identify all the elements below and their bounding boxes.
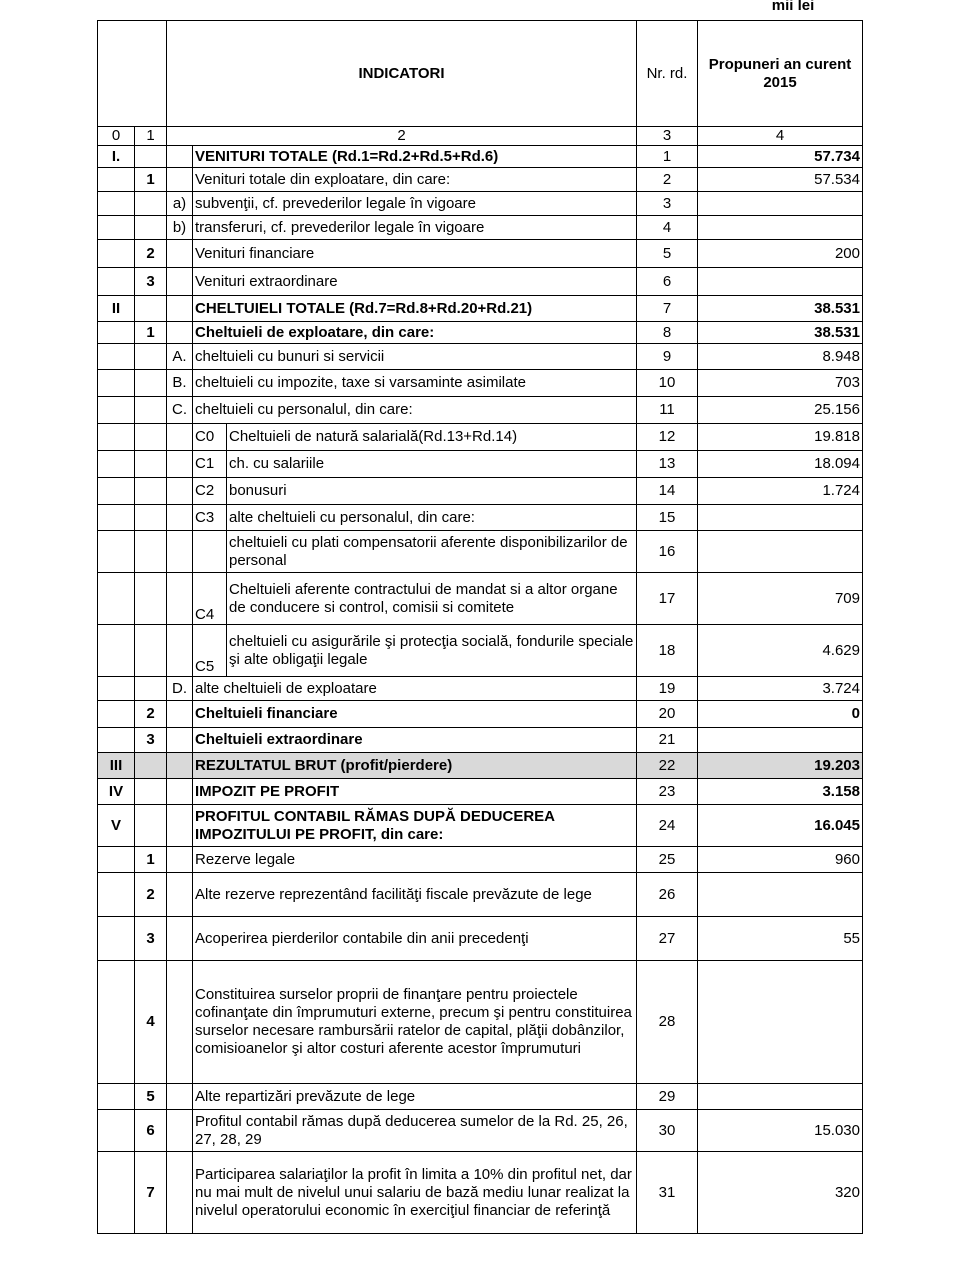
section-index: 6 <box>135 1110 167 1152</box>
value-cell: 18.094 <box>698 451 863 478</box>
value-cell: 19.818 <box>698 424 863 451</box>
row-number: 3 <box>637 192 698 216</box>
table-row <box>98 847 863 873</box>
sub-index <box>167 805 193 847</box>
code-cell: C5 <box>193 625 227 677</box>
value-cell: 200 <box>698 240 863 268</box>
table-row <box>98 573 863 625</box>
row-number: 8 <box>637 322 698 344</box>
table-row <box>98 146 863 168</box>
table-row <box>98 192 863 216</box>
value-cell <box>698 192 863 216</box>
header-propuneri: Propuneri an curent 2015 <box>698 21 863 127</box>
roman-index <box>98 397 135 424</box>
indicator-text: cheltuieli cu personalul, din care: <box>193 397 637 424</box>
section-index <box>135 478 167 505</box>
section-index: 5 <box>135 1084 167 1110</box>
sub-index <box>167 1152 193 1234</box>
header-nr-rd: Nr. rd. <box>637 21 698 127</box>
value-cell: 709 <box>698 573 863 625</box>
roman-index <box>98 424 135 451</box>
indicator-text: VENITURI TOTALE (Rd.1=Rd.2+Rd.5+Rd.6) <box>193 146 637 168</box>
sub-index <box>167 268 193 296</box>
table-row <box>98 1152 863 1234</box>
roman-index <box>98 168 135 192</box>
row-number: 21 <box>637 728 698 753</box>
row-number: 16 <box>637 531 698 573</box>
indicator-text: IMPOZIT PE PROFIT <box>193 779 637 805</box>
index-row <box>98 127 863 146</box>
value-cell <box>698 268 863 296</box>
row-number: 5 <box>637 240 698 268</box>
table-row <box>98 531 863 573</box>
row-number: 15 <box>637 505 698 531</box>
indicator-text: Cheltuieli aferente contractului de mandat si a altor organe de conducere si control, comisii si comitete <box>227 573 637 625</box>
table-row <box>98 677 863 701</box>
indicator-text: Profitul contabil rămas după deducerea sumelor de la Rd. 25, 26, 27, 28, 29 <box>193 1110 637 1152</box>
section-index <box>135 424 167 451</box>
roman-index <box>98 917 135 961</box>
table-row <box>98 344 863 370</box>
section-index <box>135 677 167 701</box>
section-index: 3 <box>135 268 167 296</box>
table-row <box>98 322 863 344</box>
table-row <box>98 240 863 268</box>
indicator-text: cheltuieli cu plati compensatorii aferente disponibilizarilor de personal <box>227 531 637 573</box>
row-number: 18 <box>637 625 698 677</box>
roman-index: II <box>98 296 135 322</box>
sub-index <box>167 240 193 268</box>
roman-index <box>98 216 135 240</box>
row-number: 17 <box>637 573 698 625</box>
roman-index <box>98 701 135 728</box>
row-number: 30 <box>637 1110 698 1152</box>
roman-index <box>98 322 135 344</box>
roman-index <box>98 451 135 478</box>
roman-index <box>98 961 135 1084</box>
index-cell: 4 <box>698 127 863 146</box>
indicator-text: Acoperirea pierderilor contabile din anii precedenţi <box>193 917 637 961</box>
value-cell: 3.724 <box>698 677 863 701</box>
indicator-text: subvenţii, cf. prevederilor legale în vigoare <box>193 192 637 216</box>
value-cell: 55 <box>698 917 863 961</box>
header-indicatori: INDICATORI <box>167 21 637 127</box>
row-number: 1 <box>637 146 698 168</box>
roman-index <box>98 268 135 296</box>
table-row <box>98 505 863 531</box>
table-row <box>98 1110 863 1152</box>
income-expense-table <box>97 20 863 1234</box>
indicator-text: cheltuieli cu bunuri si servicii <box>193 344 637 370</box>
value-cell: 38.531 <box>698 296 863 322</box>
value-cell <box>698 728 863 753</box>
row-number: 25 <box>637 847 698 873</box>
section-index <box>135 779 167 805</box>
sub-index <box>167 451 193 478</box>
table-row <box>98 370 863 397</box>
section-index <box>135 505 167 531</box>
sub-index <box>167 1084 193 1110</box>
row-number: 2 <box>637 168 698 192</box>
value-cell: 38.531 <box>698 322 863 344</box>
sub-index <box>167 625 193 677</box>
table-row <box>98 268 863 296</box>
roman-index <box>98 531 135 573</box>
roman-index <box>98 505 135 531</box>
row-number: 9 <box>637 344 698 370</box>
code-cell: C1 <box>193 451 227 478</box>
value-cell <box>698 531 863 573</box>
section-index <box>135 625 167 677</box>
header-row <box>98 21 863 127</box>
value-cell: 16.045 <box>698 805 863 847</box>
indicator-text: ch. cu salariile <box>227 451 637 478</box>
indicator-text: Venituri financiare <box>193 240 637 268</box>
indicator-text: REZULTATUL BRUT (profit/pierdere) <box>193 753 637 779</box>
roman-index <box>98 728 135 753</box>
row-number: 31 <box>637 1152 698 1234</box>
section-index <box>135 146 167 168</box>
section-index <box>135 192 167 216</box>
sub-index <box>167 296 193 322</box>
code-cell: C3 <box>193 505 227 531</box>
section-index <box>135 344 167 370</box>
index-cell: 0 <box>98 127 135 146</box>
code-cell: C0 <box>193 424 227 451</box>
sub-index: B. <box>167 370 193 397</box>
row-number: 14 <box>637 478 698 505</box>
value-cell: 15.030 <box>698 1110 863 1152</box>
value-cell: 25.156 <box>698 397 863 424</box>
row-number: 22 <box>637 753 698 779</box>
indicator-text: Participarea salariaţilor la profit în limita a 10% din profitul net, dar nu mai mult de nivelul unui salariu de bază mediu lunar realizat la nivelul operatorului economic în exerciţiul financiar de referinţă <box>193 1152 637 1234</box>
sub-index <box>167 753 193 779</box>
section-index: 7 <box>135 1152 167 1234</box>
section-index <box>135 805 167 847</box>
sub-index: A. <box>167 344 193 370</box>
value-cell: 3.158 <box>698 779 863 805</box>
table-row <box>98 961 863 1084</box>
code-cell <box>193 531 227 573</box>
row-number: 29 <box>637 1084 698 1110</box>
roman-index <box>98 625 135 677</box>
sub-index <box>167 168 193 192</box>
table-row <box>98 873 863 917</box>
table-row <box>98 478 863 505</box>
section-index <box>135 451 167 478</box>
section-index: 1 <box>135 322 167 344</box>
code-cell: C4 <box>193 573 227 625</box>
indicator-text: Rezerve legale <box>193 847 637 873</box>
indicator-text: Venituri extraordinare <box>193 268 637 296</box>
value-cell: 703 <box>698 370 863 397</box>
sub-index <box>167 478 193 505</box>
section-index <box>135 370 167 397</box>
section-index: 4 <box>135 961 167 1084</box>
index-cell: 3 <box>637 127 698 146</box>
table-row <box>98 397 863 424</box>
sub-index <box>167 1110 193 1152</box>
table-row <box>98 1084 863 1110</box>
sub-index: D. <box>167 677 193 701</box>
section-index <box>135 397 167 424</box>
sub-index <box>167 847 193 873</box>
section-index <box>135 531 167 573</box>
indicator-text: Venituri totale din exploatare, din care: <box>193 168 637 192</box>
roman-index <box>98 677 135 701</box>
sub-index: C. <box>167 397 193 424</box>
index-cell: 2 <box>167 127 637 146</box>
indicator-text: cheltuieli cu asigurările şi protecţia socială, fondurile speciale şi alte obligaţii legale <box>227 625 637 677</box>
section-index: 3 <box>135 728 167 753</box>
row-number: 20 <box>637 701 698 728</box>
roman-index: I. <box>98 146 135 168</box>
row-number: 24 <box>637 805 698 847</box>
roman-index: III <box>98 753 135 779</box>
row-number: 13 <box>637 451 698 478</box>
index-cell: 1 <box>135 127 167 146</box>
roman-index <box>98 573 135 625</box>
header-blank-cell <box>98 21 167 127</box>
row-number: 23 <box>637 779 698 805</box>
sub-index <box>167 728 193 753</box>
value-cell: 19.203 <box>698 753 863 779</box>
section-index: 3 <box>135 917 167 961</box>
row-number: 28 <box>637 961 698 1084</box>
value-cell: 960 <box>698 847 863 873</box>
value-cell: 320 <box>698 1152 863 1234</box>
roman-index <box>98 847 135 873</box>
table-row <box>98 701 863 728</box>
value-cell: 57.734 <box>698 146 863 168</box>
roman-index <box>98 344 135 370</box>
code-cell: C2 <box>193 478 227 505</box>
sub-index <box>167 505 193 531</box>
sub-index <box>167 701 193 728</box>
sub-index <box>167 146 193 168</box>
roman-index <box>98 478 135 505</box>
indicator-text: alte cheltuieli cu personalul, din care: <box>227 505 637 531</box>
section-index <box>135 216 167 240</box>
section-index: 1 <box>135 847 167 873</box>
table-row <box>98 779 863 805</box>
row-number: 4 <box>637 216 698 240</box>
row-number: 7 <box>637 296 698 322</box>
table-row <box>98 424 863 451</box>
value-cell <box>698 873 863 917</box>
roman-index <box>98 192 135 216</box>
indicator-text: Cheltuieli de exploatare, din care: <box>193 322 637 344</box>
table-row <box>98 625 863 677</box>
indicator-text: Constituirea surselor proprii de finanţare pentru proiectele cofinanţate din împrumuturi externe, precum şi pentru constituirea surselor necesare rambursării ratelor de capital, plăţii dobânzilor, comisioanelor şi altor costuri aferente acestor împrumuturi <box>193 961 637 1084</box>
table-row <box>98 917 863 961</box>
section-index: 1 <box>135 168 167 192</box>
table-row <box>98 805 863 847</box>
value-cell: 57.534 <box>698 168 863 192</box>
indicator-text: transferuri, cf. prevederilor legale în vigoare <box>193 216 637 240</box>
sub-index: b) <box>167 216 193 240</box>
sub-index <box>167 424 193 451</box>
section-index: 2 <box>135 701 167 728</box>
sub-index: a) <box>167 192 193 216</box>
roman-index <box>98 370 135 397</box>
row-number: 10 <box>637 370 698 397</box>
row-number: 27 <box>637 917 698 961</box>
value-cell <box>698 505 863 531</box>
roman-index <box>98 240 135 268</box>
value-cell <box>698 961 863 1084</box>
section-index <box>135 753 167 779</box>
row-number: 6 <box>637 268 698 296</box>
table-row <box>98 296 863 322</box>
indicator-text: Alte repartizări prevăzute de lege <box>193 1084 637 1110</box>
value-cell: 1.724 <box>698 478 863 505</box>
section-index: 2 <box>135 873 167 917</box>
sub-index <box>167 779 193 805</box>
indicator-text: alte cheltuieli de exploatare <box>193 677 637 701</box>
table-row <box>98 728 863 753</box>
indicator-text: PROFITUL CONTABIL RĂMAS DUPĂ DEDUCEREA IMPOZITULUI PE PROFIT, din care: <box>193 805 637 847</box>
roman-index <box>98 1152 135 1234</box>
value-cell: 4.629 <box>698 625 863 677</box>
indicator-text: Cheltuieli financiare <box>193 701 637 728</box>
indicator-text: cheltuieli cu impozite, taxe si varsaminte asimilate <box>193 370 637 397</box>
table-row <box>98 753 863 779</box>
sub-index <box>167 322 193 344</box>
indicator-text: bonusuri <box>227 478 637 505</box>
sub-index <box>167 961 193 1084</box>
unit-label: mii lei <box>771 0 815 14</box>
sub-index <box>167 917 193 961</box>
value-cell <box>698 1084 863 1110</box>
roman-index <box>98 1084 135 1110</box>
roman-index: V <box>98 805 135 847</box>
section-index: 2 <box>135 240 167 268</box>
indicator-text: Cheltuieli extraordinare <box>193 728 637 753</box>
section-index <box>135 573 167 625</box>
sub-index <box>167 531 193 573</box>
row-number: 12 <box>637 424 698 451</box>
table-row <box>98 168 863 192</box>
table-row <box>98 451 863 478</box>
value-cell <box>698 216 863 240</box>
roman-index <box>98 873 135 917</box>
value-cell: 8.948 <box>698 344 863 370</box>
roman-index: IV <box>98 779 135 805</box>
row-number: 26 <box>637 873 698 917</box>
table-row <box>98 216 863 240</box>
sub-index <box>167 573 193 625</box>
indicator-text: Alte rezerve reprezentând facilităţi fiscale prevăzute de lege <box>193 873 637 917</box>
roman-index <box>98 1110 135 1152</box>
indicator-text: Cheltuieli de natură salarială(Rd.13+Rd.14) <box>227 424 637 451</box>
value-cell: 0 <box>698 701 863 728</box>
sub-index <box>167 873 193 917</box>
row-number: 19 <box>637 677 698 701</box>
section-index <box>135 296 167 322</box>
indicator-text: CHELTUIELI TOTALE (Rd.7=Rd.8+Rd.20+Rd.21) <box>193 296 637 322</box>
row-number: 11 <box>637 397 698 424</box>
